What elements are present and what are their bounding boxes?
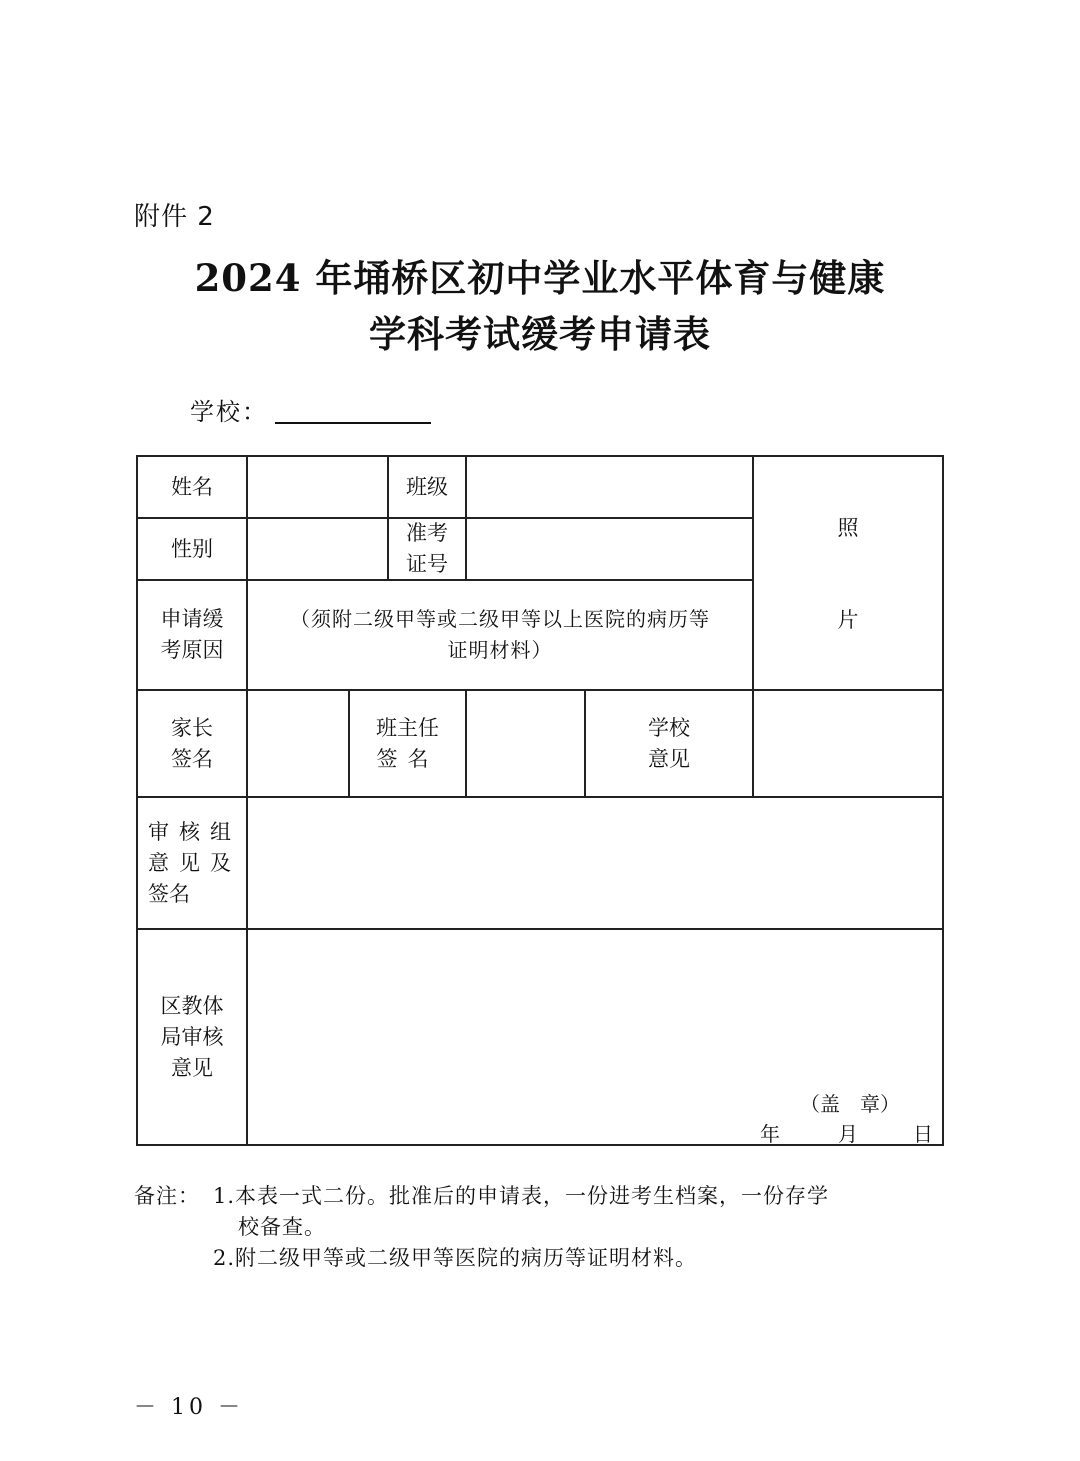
- exam-id-label: 准考 证号: [406, 521, 448, 576]
- parent-sign-field[interactable]: [248, 691, 348, 796]
- teacher-sign-field[interactable]: [467, 691, 584, 796]
- photo-label-bottom: 片: [837, 608, 859, 632]
- note-item-1: 1.本表一式二份。批准后的申请表，一份进考生档案，一份存学: [213, 1184, 830, 1208]
- school-opinion-field[interactable]: [754, 691, 942, 796]
- table-rule: [942, 455, 944, 1146]
- note-item-2: 2.附二级甲等或二级甲等医院的病历等证明材料。: [213, 1246, 698, 1270]
- exam-id-field[interactable]: [467, 519, 752, 579]
- teacher-sign-label: 班主任 签名: [376, 715, 439, 771]
- date-line: [760, 1118, 933, 1147]
- page-number: － 10 －: [134, 1395, 244, 1420]
- reason-field[interactable]: [248, 581, 752, 689]
- date-month: 月: [838, 1122, 858, 1146]
- seal-text: （盖 章）: [800, 1092, 900, 1116]
- photo-box[interactable]: [754, 457, 942, 689]
- date-day: 日: [913, 1122, 933, 1146]
- annex-label: 附件 2: [134, 202, 215, 232]
- reason-note-continued: 证明材料）: [447, 638, 553, 662]
- class-label: 班级: [406, 474, 448, 499]
- reason-note: （须附二级甲等或二级甲等以上医院的病历等: [290, 607, 710, 631]
- note-item-1-continued: 校备查。: [238, 1215, 326, 1239]
- form-title-line-1: 2024 年埇桥区初中学业水平体育与健康: [194, 256, 886, 300]
- gender-label: 性别: [171, 536, 213, 561]
- name-field[interactable]: [248, 457, 387, 517]
- parent-sign-label: 家长 签名: [171, 715, 213, 771]
- notes-label: 备注：: [134, 1184, 200, 1208]
- form-title-line-2: 学科考试缓考申请表: [369, 312, 711, 356]
- school-label: 学校：: [190, 398, 268, 426]
- school-opinion-label: 学校 意见: [648, 715, 690, 771]
- review-label: 审核组 意见及 签名: [148, 819, 241, 906]
- reason-label: 申请缓 考原因: [160, 607, 224, 662]
- photo-label-top: 照: [837, 516, 859, 540]
- gender-field[interactable]: [248, 519, 387, 579]
- name-label: 姓名: [171, 474, 213, 499]
- class-field[interactable]: [467, 457, 752, 517]
- school-field[interactable]: [275, 422, 431, 424]
- bureau-label: 区教体 局审核 意见: [160, 993, 224, 1080]
- date-year: 年: [760, 1122, 780, 1146]
- review-field[interactable]: [248, 798, 942, 928]
